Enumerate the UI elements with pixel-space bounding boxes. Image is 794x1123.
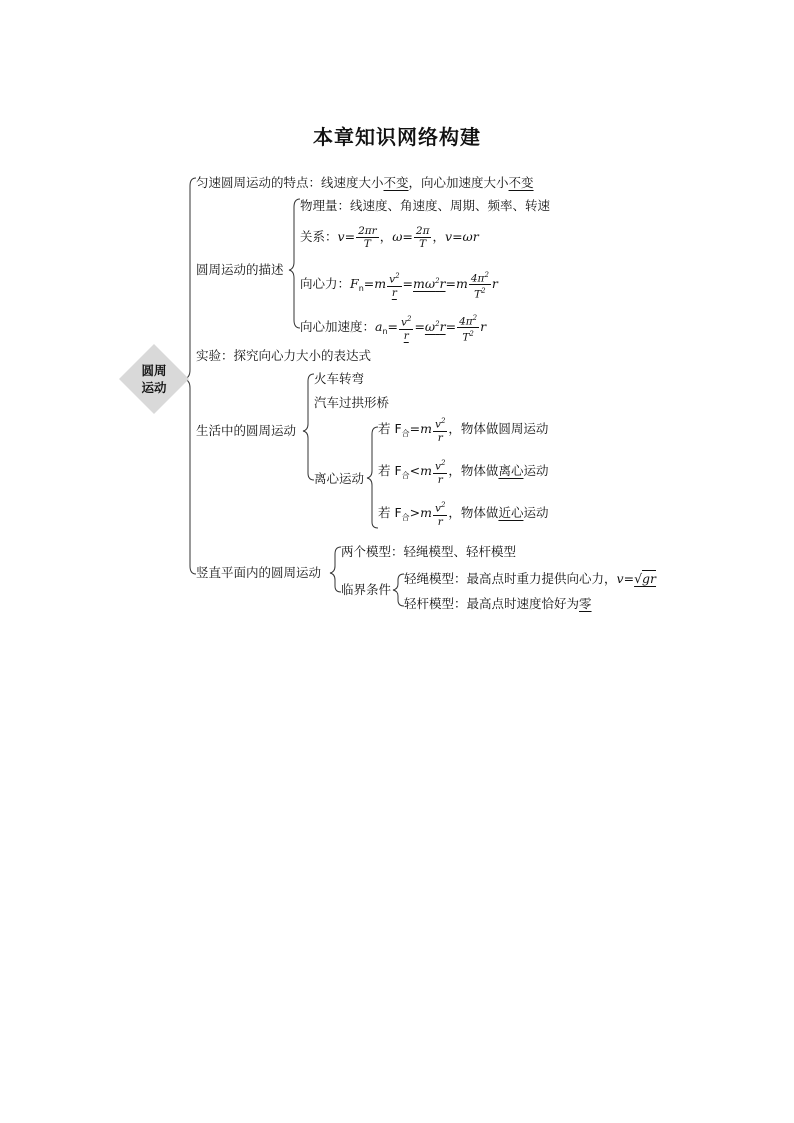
root-node-label: 圆周 运动 <box>141 363 167 395</box>
condition-greater: 若 $F_合>m$ $\frac{v^2}{r}$ ，物体做近心运动 <box>378 501 549 528</box>
two-models: 两个模型：轻绳模型、轻杆模型 <box>341 544 517 559</box>
centripetal-force-formula: 向心力：$F_n=m$ $\frac{v^2}{r}$ $=m\omega^2r=m$ $\frac{4\pi^2}{T^2}$ r <box>300 270 498 301</box>
rod-model: 轻杆模型：最高点时速度恰好为零 <box>404 596 592 611</box>
condition-equal: 若 $F_合=m$ $\frac{v^2}{r}$ ，物体做圆周运动 <box>378 417 549 444</box>
experiment-node: 实验：探究向心力大小的表达式 <box>196 348 372 363</box>
rope-model: 轻绳模型：最高点时重力提供向心力，v=√gr <box>404 571 657 586</box>
vertical-plane-node: 竖直平面内的圆周运动 <box>196 565 322 580</box>
centrifugal-node: 离心运动 <box>314 471 365 486</box>
uniform-motion-feature: 匀速圆周运动的特点：线速度大小不变，向心加速度大小不变 <box>196 175 534 190</box>
train-turning: 火车转弯 <box>314 371 365 386</box>
page-title: 本章知识网络构建 <box>313 125 481 149</box>
centripetal-acceleration-formula: 向心加速度：$a_n=$ $\frac{v^2}{r}$ $=\omega^2r=$ $\frac{4\pi^2}{T^2}$ r <box>300 313 487 344</box>
critical-condition-node: 临界条件 <box>341 582 392 597</box>
relation-formula: 关系：v= $\frac{2\pi r}{T}$ ，ω= $\frac{2\pi}{T}$ ，v=ωr <box>300 225 479 250</box>
description-node: 圆周运动的描述 <box>196 262 284 277</box>
car-over-bridge: 汽车过拱形桥 <box>314 395 390 410</box>
physical-quantities: 物理量：线速度、角速度、周期、频率、转速 <box>300 198 551 213</box>
condition-less: 若 $F_合<m$ $\frac{v^2}{r}$ ，物体做离心运动 <box>378 459 549 486</box>
life-node: 生活中的圆周运动 <box>196 423 297 438</box>
